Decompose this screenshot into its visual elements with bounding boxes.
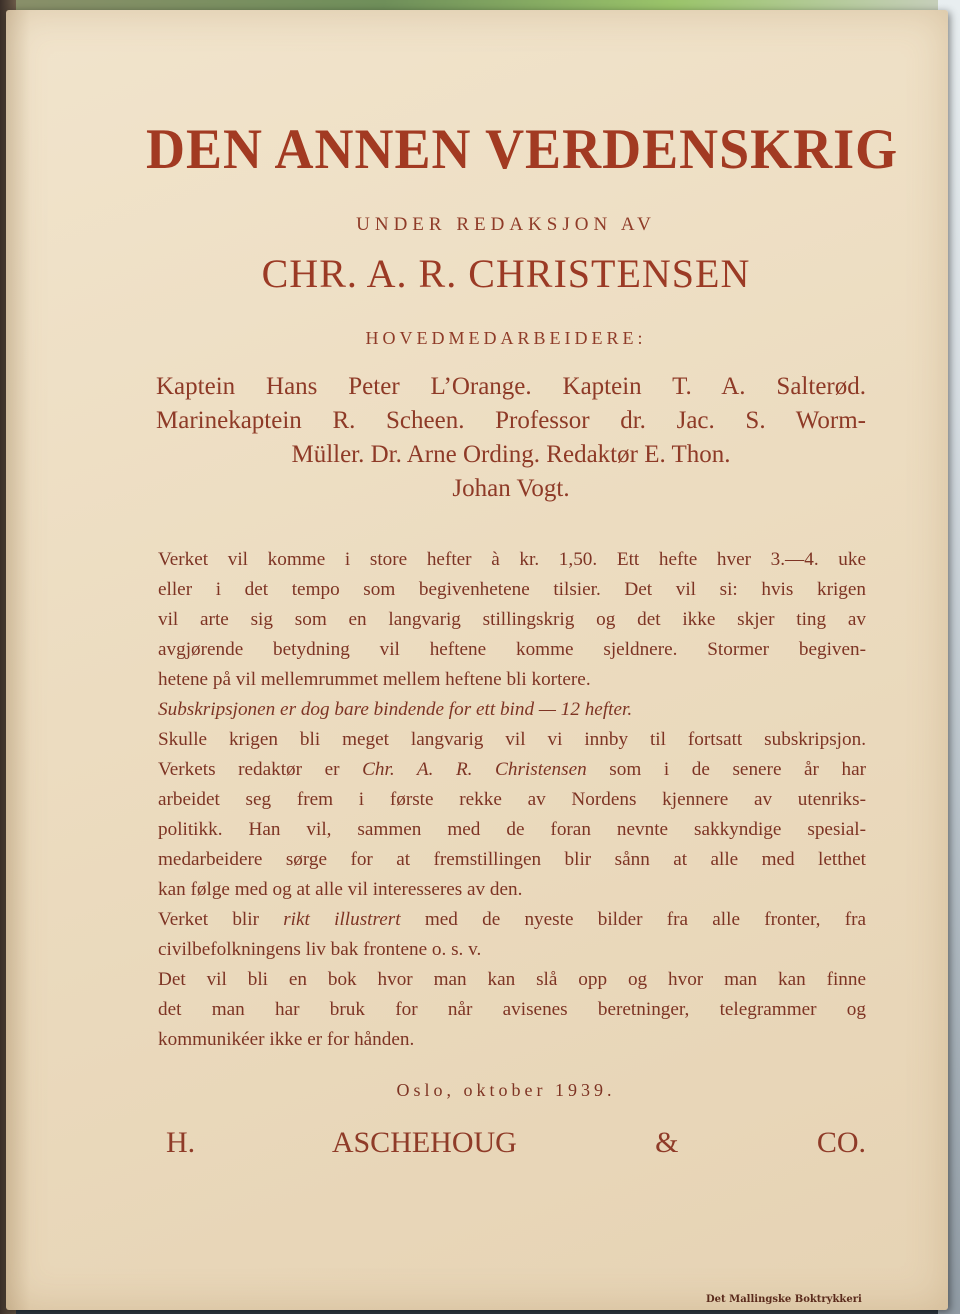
- contributors-list: [156, 370, 866, 506]
- document-page: [6, 10, 948, 1310]
- contributors-line: Johan Vogt.: [452, 475, 570, 502]
- body-line: medarbeidere sørge for at fremstillingen blir sånn at alle med letthet: [158, 849, 866, 870]
- body-text-segment: Verkets redaktør er: [158, 759, 363, 780]
- contributors-line: Müller. Dr. Arne Ording. Redaktør E. Thon.: [291, 441, 731, 468]
- body-text-segment: som i de senere år har: [586, 759, 867, 780]
- contributors-heading: HOVEDMEDARBEIDERE:: [365, 328, 647, 348]
- body-line-italic: [158, 695, 866, 725]
- contributors-line: Kaptein Hans Peter L’Orange. Kaptein T. A. Salterød.: [156, 373, 866, 400]
- editor-name: CHR. A. R. CHRISTENSEN: [261, 251, 751, 296]
- publisher-name: H. ASCHEHOUG & CO.: [166, 1126, 866, 1159]
- body-line: Skulle krigen bli meget langvarig vil vi innby til fortsatt subskripsjon.: [158, 729, 866, 750]
- italic-text: Subskripsjonen er dog bare bindende for ett bind — 12 hefter.: [158, 699, 633, 720]
- printer-imprint: Det Mallingske Boktrykkeri: [706, 1294, 862, 1305]
- italic-text: Chr. A. R. Christensen: [362, 759, 587, 780]
- body-line: Verket vil komme i store hefter à kr. 1,50. Ett hefte hver 3.—4. uke: [158, 549, 866, 570]
- contributors-line: Marinekaptein R. Scheen. Professor dr. Jac. S. Worm-: [156, 407, 866, 434]
- document-title: DEN ANNEN VERDENSKRIG: [146, 117, 899, 181]
- body-line: eller i det tempo som begivenhetene tilsier. Det vil si: hvis krigen: [158, 579, 866, 600]
- body-line: hetene på vil mellemrummet mellem heftene bli kortere.: [158, 669, 591, 690]
- italic-text: rikt illustrert: [283, 909, 401, 930]
- body-line: Det vil bli en bok hvor man kan slå opp og hvor man kan finne: [158, 969, 866, 990]
- body-line: arbeidet seg frem i første rekke av Nordens kjennere av utenriks-: [158, 789, 866, 810]
- body-text: [158, 545, 866, 1055]
- body-text-segment: Verket blir: [158, 909, 284, 930]
- body-text-segment: med de nyeste bilder fra alle fronter, fra: [400, 909, 866, 930]
- body-line: kommunikéer ikke er for hånden.: [158, 1029, 415, 1050]
- body-line: [158, 905, 866, 935]
- body-line: politikk. Han vil, sammen med de foran nevnte sakkyndige spesial-: [158, 819, 866, 840]
- body-line: det man har bruk for når avisenes beretninger, telegrammer og: [158, 999, 866, 1020]
- dateline: Oslo, oktober 1939.: [396, 1080, 616, 1100]
- body-line: [158, 755, 866, 785]
- body-line: vil arte sig som en langvarig stillingskrig og det ikke skjer ting av: [158, 609, 866, 630]
- subtitle: UNDER REDAKSJON AV: [356, 214, 656, 235]
- body-line: civilbefolkningens liv bak frontene o. s. v.: [158, 939, 482, 960]
- body-line: avgjørende betydning vil heftene komme sjeldnere. Stormer begiven-: [158, 639, 866, 660]
- body-line: kan følge med og at alle vil interesseres av den.: [158, 879, 523, 900]
